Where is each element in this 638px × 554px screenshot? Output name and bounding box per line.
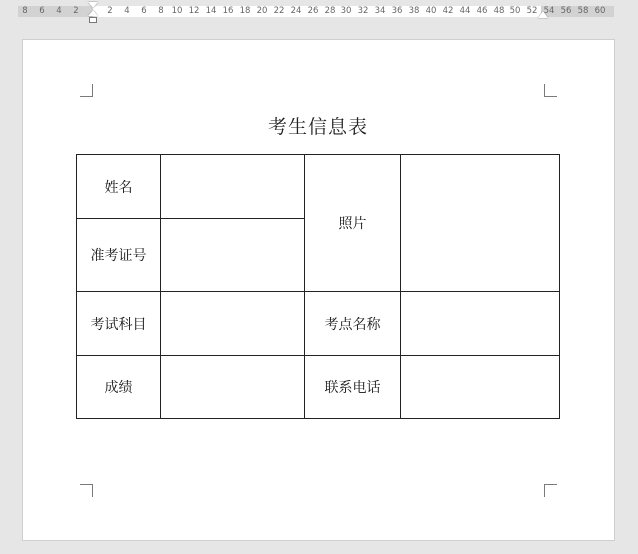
phone-label: 联系电话 <box>324 380 381 396</box>
ruler-tick: 44 <box>459 6 471 16</box>
left-indent-marker[interactable] <box>89 17 97 23</box>
ruler-tick: 2 <box>73 6 79 16</box>
name-label: 姓名 <box>104 179 133 196</box>
table-cell-site-value[interactable] <box>401 292 559 355</box>
ruler-tick: 24 <box>290 6 302 16</box>
ruler-tick: 38 <box>408 6 420 16</box>
table-cell-score-label[interactable] <box>77 356 160 418</box>
ruler-tick: 60 <box>594 6 606 16</box>
ruler-tick: 48 <box>493 6 505 16</box>
ruler-tick: 58 <box>577 6 589 16</box>
ruler-tick: 26 <box>307 6 319 16</box>
ruler-tick: 22 <box>273 6 285 16</box>
first-line-indent-marker[interactable] <box>88 2 98 8</box>
table-border <box>76 418 560 419</box>
ruler-tick: 18 <box>239 6 251 16</box>
ruler-tick: 14 <box>205 6 217 16</box>
ruler-tick: 32 <box>357 6 369 16</box>
margin-corner-mark <box>80 84 93 97</box>
table-cell-subject-label[interactable] <box>77 292 160 355</box>
ticket-number-label: 准考证号 <box>90 248 147 264</box>
table-cell-ticket-value[interactable] <box>161 219 304 291</box>
score-label: 成绩 <box>104 380 133 396</box>
ruler-tick: 34 <box>374 6 386 16</box>
table-cell-name-value[interactable] <box>161 155 304 218</box>
ruler-tick: 6 <box>141 6 147 16</box>
ruler-tick: 4 <box>124 6 130 16</box>
ruler-tick: 16 <box>222 6 234 16</box>
ruler-tick: 10 <box>171 6 183 16</box>
ruler-tick: 4 <box>56 6 62 16</box>
ruler-tick: 42 <box>442 6 454 16</box>
table-cell-phone-label[interactable] <box>305 356 400 418</box>
table-cell-photo-area[interactable] <box>401 155 559 291</box>
table-cell-site-label[interactable] <box>305 292 400 355</box>
right-indent-marker[interactable] <box>538 11 548 18</box>
ruler-tick: 6 <box>39 6 45 16</box>
ruler-tick: 50 <box>509 6 521 16</box>
margin-corner-mark <box>544 484 557 497</box>
horizontal-ruler[interactable] <box>0 0 638 22</box>
table-cell-photo-label[interactable] <box>305 155 400 291</box>
ruler-tick: 30 <box>340 6 352 16</box>
ruler-tick: 36 <box>391 6 403 16</box>
table-cell-ticket-label[interactable] <box>77 219 160 291</box>
ruler-tick: 54 <box>543 6 555 16</box>
ruler-tick: 2 <box>107 6 113 16</box>
table-cell-name-label[interactable] <box>77 155 160 218</box>
photo-label: 照片 <box>338 216 367 232</box>
document-title[interactable]: 考生信息表 <box>267 116 368 138</box>
ruler-tick: 12 <box>188 6 200 16</box>
exam-site-label: 考点名称 <box>324 316 381 333</box>
ruler-tick: 28 <box>324 6 336 16</box>
table-cell-score-value[interactable] <box>161 356 304 418</box>
hanging-indent-marker[interactable] <box>88 10 98 16</box>
ruler-tick: 40 <box>425 6 437 16</box>
exam-subject-label: 考试科目 <box>90 316 147 333</box>
table-border <box>559 154 560 419</box>
table-cell-phone-value[interactable] <box>401 356 559 418</box>
margin-corner-mark <box>80 484 93 497</box>
ruler-tick: 20 <box>256 6 268 16</box>
table-cell-subject-value[interactable] <box>161 292 304 355</box>
ruler-tick: 56 <box>560 6 572 16</box>
ruler-tick: 46 <box>476 6 488 16</box>
ruler-tick: 52 <box>526 6 538 16</box>
margin-corner-mark <box>544 84 557 97</box>
ruler-tick: 8 <box>22 6 28 16</box>
ruler-tick: 8 <box>158 6 164 16</box>
